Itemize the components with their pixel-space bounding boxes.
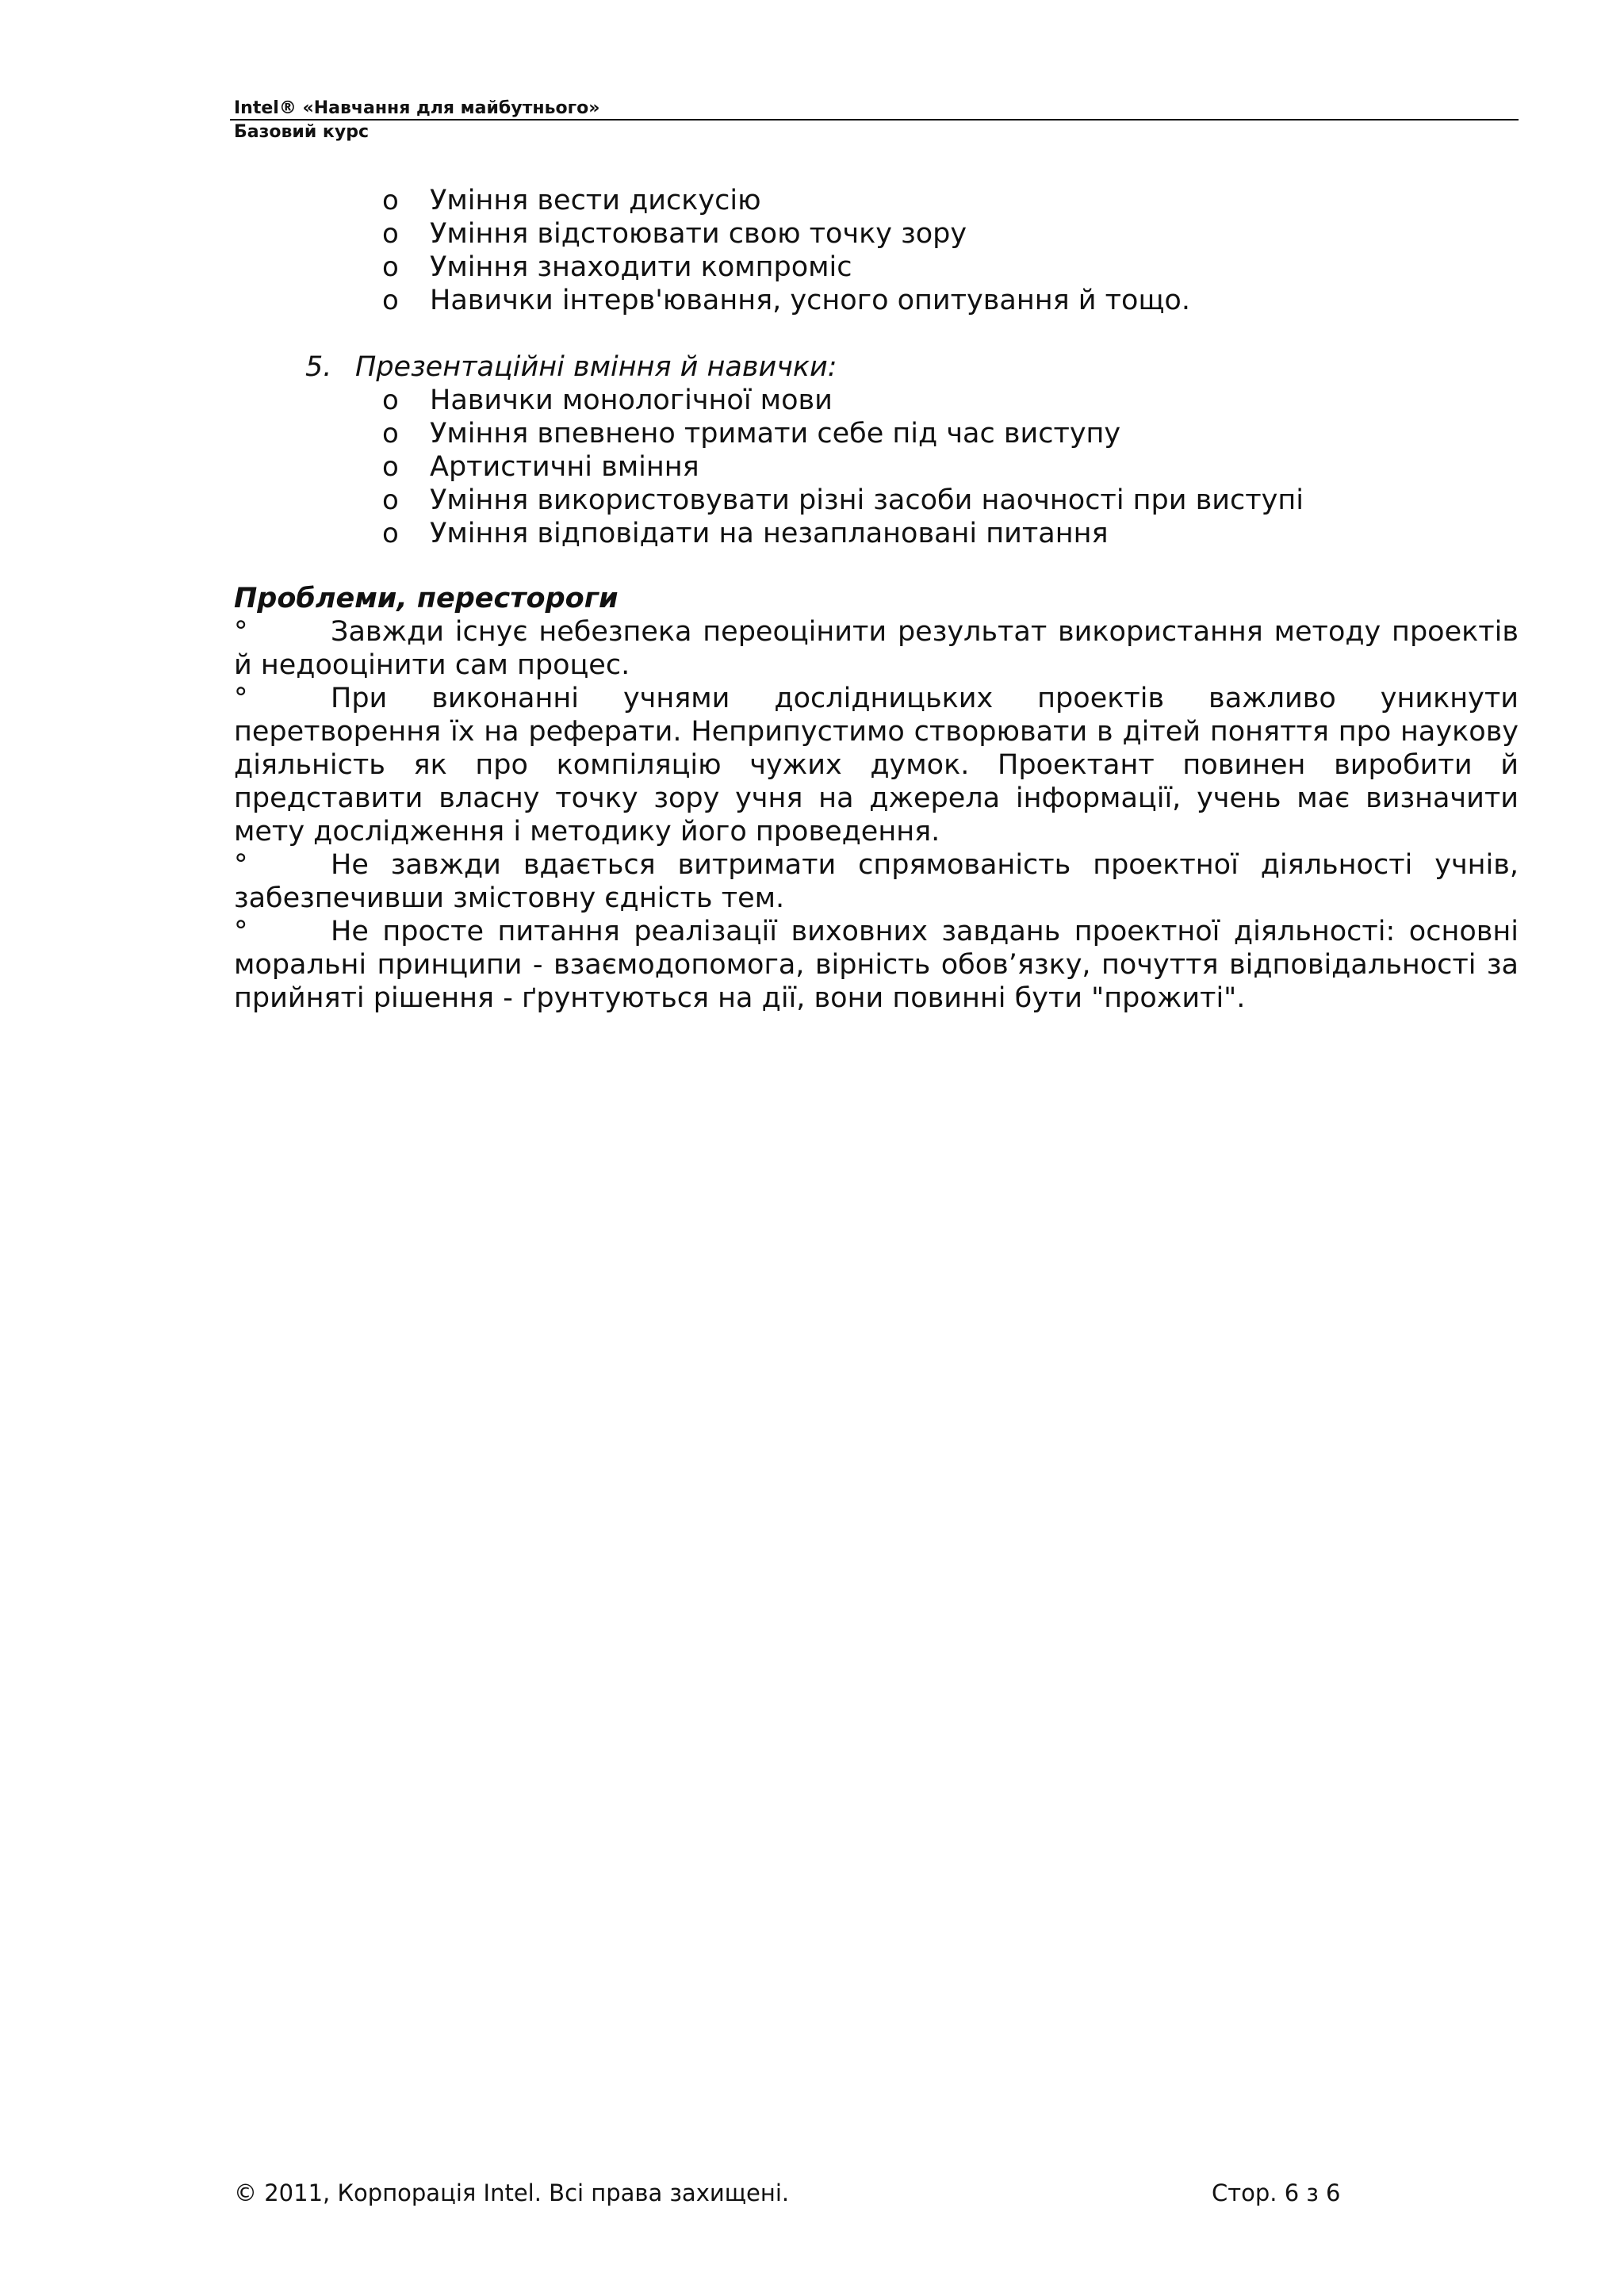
bullet-icon: o — [382, 218, 399, 250]
list-item — [382, 217, 1532, 251]
list-item-text: Уміння використовувати різні засоби наочності при виступі — [430, 484, 1304, 516]
degree-bullet-icon: ° — [234, 616, 248, 648]
bullet-icon: o — [382, 385, 399, 416]
bullet-icon: o — [382, 418, 399, 450]
bullet-icon: o — [382, 285, 399, 316]
list-item-text: Уміння відстоювати свою точку зору — [430, 218, 967, 250]
section-title: Проблеми, перестороги — [234, 583, 619, 614]
numbered-heading — [305, 350, 837, 384]
list-item — [382, 517, 1532, 550]
list-item — [382, 484, 1532, 517]
list-item — [382, 417, 1532, 450]
bullet-icon: o — [382, 251, 399, 283]
list-item — [382, 284, 1532, 317]
list-item-text: Артистичні вміння — [430, 451, 699, 483]
paragraph-text: Завжди існує небезпека переоцінити результат використання методу проектів й недооцінити сам процес. — [234, 616, 1519, 681]
list-item-text: Уміння вести дискусію — [430, 185, 761, 216]
bullet-icon: o — [382, 185, 399, 216]
item-heading-text: Презентаційні вміння й навички: — [355, 351, 837, 383]
paragraph-text: Не просте питання реалізації виховних завдань проектної діяльності: основні моральні принципи - взаємодопомога, вірність обов’язку, почуття відповідальності за прийняті рішення - ґрунтуються на дії, вони повинні бути "прожиті". — [234, 916, 1519, 1014]
skills-list-presentation — [382, 384, 1532, 550]
list-item-text: Уміння впевнено тримати себе під час виступу — [430, 418, 1121, 450]
paragraph-text: Не завжди вдається витримати спрямованість проектної діяльності учнів, забезпечивши змістовну єдність тем. — [234, 849, 1519, 914]
list-item — [382, 450, 1532, 484]
list-item — [382, 184, 1532, 217]
paragraph-text: При виконанні учнями дослідницьких проектів важливо уникнути перетворення їх на реферати. Неприпустимо створювати в дітей поняття про наукову діяльність як про компіляцію чужих думок. Проектант повинен виробити й представити власну точку зору учня на джерела інформації, учень має визначити мету дослідження і методику його проведення. — [234, 683, 1519, 848]
header-title: Intel® «Навчання для майбутнього» — [234, 98, 600, 118]
degree-bullet-icon: ° — [234, 916, 248, 947]
paragraph — [234, 682, 1519, 848]
bullet-icon: o — [382, 451, 399, 483]
paragraph — [234, 615, 1519, 682]
problems-paragraphs — [234, 615, 1519, 1015]
list-item-text: Уміння знаходити компроміс — [430, 251, 852, 283]
footer-page-number: Стор. 6 з 6 — [1212, 2179, 1341, 2206]
degree-bullet-icon: ° — [234, 683, 248, 714]
list-item-text: Уміння відповідати на незаплановані питання — [430, 518, 1109, 549]
page-header — [234, 97, 1519, 144]
item-number: 5. — [305, 351, 332, 383]
header-subtitle: Базовий курс — [234, 122, 369, 142]
footer-copyright: © 2011, Корпорація Intel. Всі права захищені. — [234, 2179, 790, 2206]
paragraph — [234, 915, 1519, 1015]
list-item — [382, 384, 1532, 417]
list-item-text: Навички монологічної мови — [430, 385, 833, 416]
paragraph — [234, 848, 1519, 915]
degree-bullet-icon: ° — [234, 849, 248, 881]
bullet-icon: o — [382, 484, 399, 516]
skills-list-discussion — [382, 184, 1532, 317]
header-divider — [230, 119, 1519, 121]
list-item — [382, 251, 1532, 284]
list-item-text: Навички інтерв'ювання, усного опитування й тощо. — [430, 285, 1190, 316]
bullet-icon: o — [382, 518, 399, 549]
